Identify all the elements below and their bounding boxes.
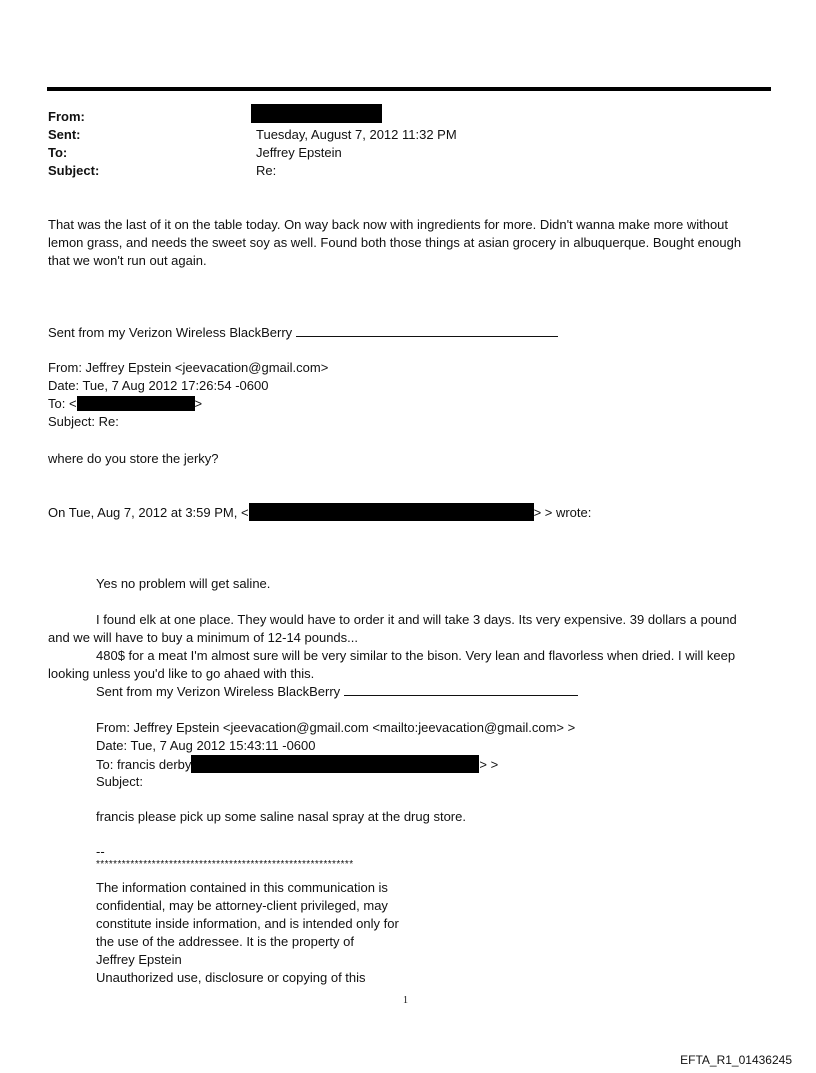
disclaimer-line-2: confidential, may be attorney-client privileged, may: [96, 898, 388, 913]
on-wrote-suffix: > > wrote:: [533, 505, 592, 520]
sent-label: Sent:: [48, 127, 81, 142]
reply2-subject: Subject:: [96, 774, 143, 789]
redaction-on-wrote: [249, 503, 534, 521]
reply1-subject: Subject: Re:: [48, 414, 119, 429]
reply1-to-suffix: >: [194, 396, 203, 411]
reply2-from: From: Jeffrey Epstein <jeevacation@gmail.com <mailto:jeevacation@gmail.com> >: [96, 720, 576, 735]
quoted-line-3a: 480$ for a meat I'm almost sure will be very similar to the bison. Very lean and flavorless when dried. I will keep: [96, 648, 736, 663]
disclaimer-line-1: The information contained in this communication is: [96, 880, 388, 895]
signature-line: [48, 324, 558, 342]
redaction-sender: [251, 104, 382, 123]
on-wrote-line: [48, 503, 591, 522]
body-line-2: lemon grass, and needs the sweet soy as well. Found both those things at asian grocery in albuquerque. Bought enough: [48, 235, 742, 250]
body-line-1: That was the last of it on the table today. On way back now with ingredients for more. Didn't wanna make more without: [48, 217, 729, 232]
page-number: 1: [403, 995, 408, 1006]
reply2-message: francis please pick up some saline nasal spray at the drug store.: [96, 809, 466, 824]
to-value: Jeffrey Epstein: [256, 145, 342, 160]
quoted-line-2a: I found elk at one place. They would have to order it and will take 3 days. Its very expensive. 39 dollars a pound: [96, 612, 737, 627]
body-line-3: that we won't run out again.: [48, 253, 207, 268]
subject-label: Subject:: [48, 163, 100, 178]
reply2-to-prefix: To: francis derby: [96, 757, 192, 772]
disclaimer-line-6: Unauthorized use, disclosure or copying of this: [96, 970, 366, 985]
on-wrote-prefix: On Tue, Aug 7, 2012 at 3:59 PM, <: [48, 505, 249, 520]
subject-value: Re:: [256, 163, 277, 178]
sent-value: Tuesday, August 7, 2012 11:32 PM: [256, 127, 457, 142]
reply1-from: From: Jeffrey Epstein <jeevacation@gmail.com>: [48, 360, 329, 375]
reply2-to: [96, 755, 498, 774]
quoted-line-3b: looking unless you'd like to go ahaed with this.: [48, 666, 315, 681]
disclaimer-line-3: constitute inside information, and is intended only for: [96, 916, 399, 931]
quoted-line-1: Yes no problem will get saline.: [96, 576, 271, 591]
reply1-date: Date: Tue, 7 Aug 2012 17:26:54 -0600: [48, 378, 269, 393]
disclaimer-stars: ************************************************************: [96, 859, 354, 870]
quoted-line-2b: and we will have to buy a minimum of 12-14 pounds...: [48, 630, 359, 645]
reply2-to-suffix: > >: [479, 757, 499, 772]
reply1-to: [48, 395, 202, 413]
signature-text: Sent from my Verizon Wireless BlackBerry: [48, 325, 293, 340]
quoted-signature-rule: [344, 683, 578, 696]
to-label: To:: [48, 145, 68, 160]
reply1-to-prefix: To: <: [48, 396, 77, 411]
header-rule: [47, 87, 771, 91]
disclaimer-line-5: Jeffrey Epstein: [96, 952, 182, 967]
quoted-signature-line: [96, 683, 578, 701]
redaction-reply1-to: [77, 396, 195, 411]
disclaimer-dashes: --: [96, 844, 105, 859]
from-label: From:: [48, 109, 85, 124]
reply1-message: where do you store the jerky?: [48, 451, 219, 466]
redaction-reply2-to: [191, 755, 479, 773]
quoted-signature-text: Sent from my Verizon Wireless BlackBerry: [96, 684, 341, 699]
signature-rule: [296, 324, 558, 337]
document-id: EFTA_R1_01436245: [680, 1053, 792, 1067]
reply2-date: Date: Tue, 7 Aug 2012 15:43:11 -0600: [96, 738, 316, 753]
disclaimer-line-4: the use of the addressee. It is the property of: [96, 934, 354, 949]
